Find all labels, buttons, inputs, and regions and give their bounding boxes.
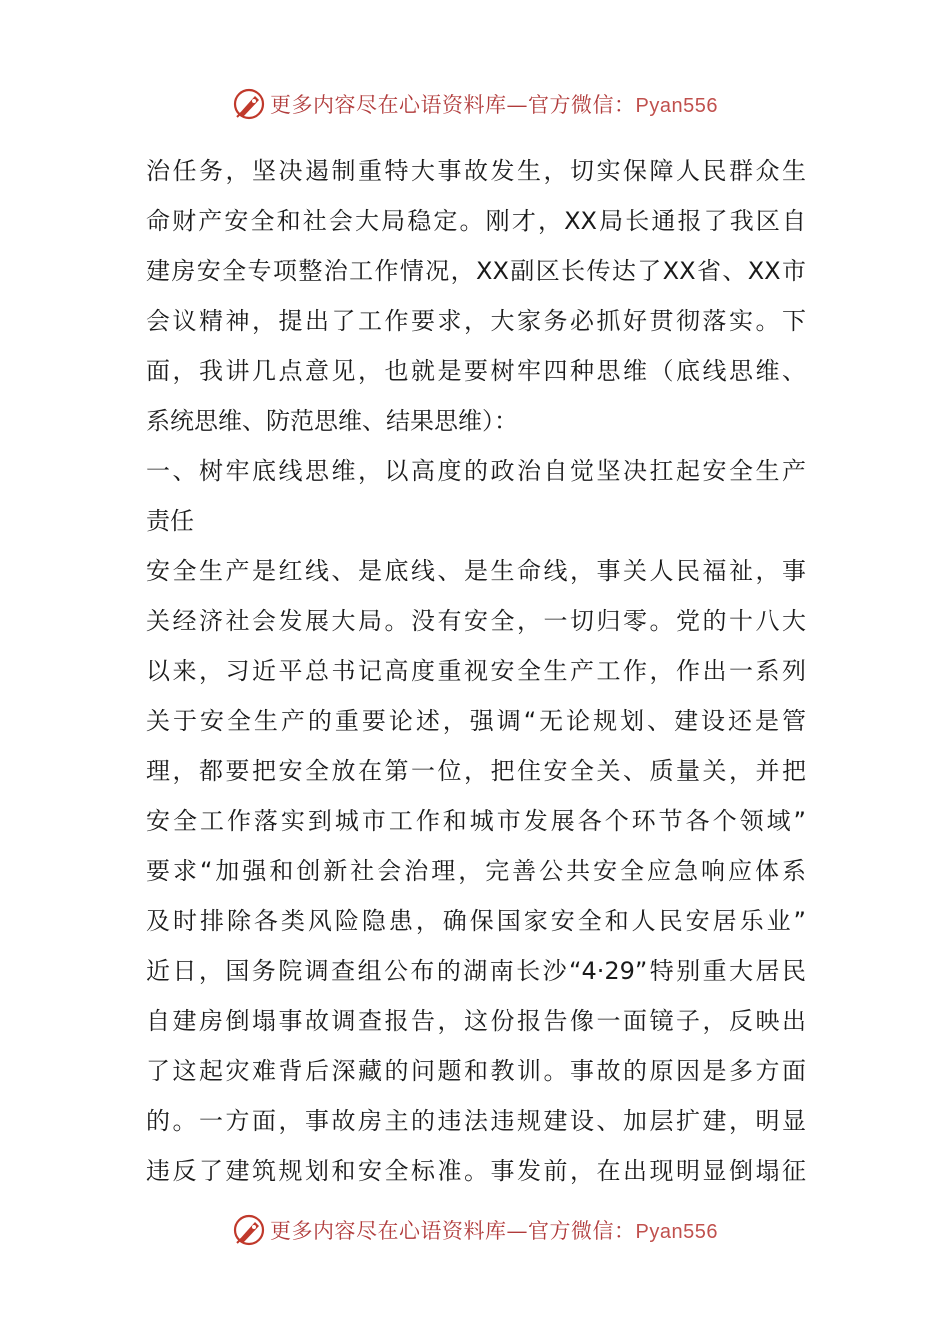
text-line: 理，都要把安全放在第一位，把住安全关、质量关，并把	[146, 757, 806, 785]
watermark-footer	[0, 1210, 950, 1250]
text-line: 自建房倒塌事故调查报告，这份报告像一面镜子，反映出	[146, 1007, 806, 1035]
watermark-site-text: 更多内容尽在心语资料库—官方微信：	[270, 1219, 636, 1243]
text-line: 会议精神，提出了工作要求，大家务必抓好贯彻落实。下	[146, 307, 806, 335]
text-line: 违反了建筑规划和安全标准。事发前，在出现明显倒塌征	[146, 1157, 806, 1185]
text-line: 一、树牢底线思维，以高度的政治自觉坚决扛起安全生产	[146, 457, 806, 485]
text-line: 命财产安全和社会大局稳定。刚才，XX局长通报了我区自	[146, 207, 806, 235]
text-line: 及时排除各类风险隐患，确保国家安全和人民安居乐业”	[146, 907, 806, 935]
text-line: 关于安全生产的重要论述，强调“无论规划、建设还是管	[146, 707, 806, 735]
text-line: 安全生产是红线、是底线、是生命线，事关人民福祉，事	[146, 557, 806, 585]
text-line: 的。一方面，事故房主的违法违规建设、加层扩建，明显	[146, 1107, 806, 1135]
text-line: 以来，习近平总书记高度重视安全生产工作，作出一系列	[146, 657, 806, 685]
text-line: 安全工作落实到城市工作和城市发展各个环节各个领域”	[146, 807, 806, 835]
text-line: 治任务，坚决遏制重特大事故发生，切实保障人民群众生	[146, 157, 806, 185]
watermark-text	[270, 89, 718, 119]
pen-logo-icon	[232, 87, 266, 121]
text-line: 面，我讲几点意见，也就是要树牢四种思维（底线思维、	[146, 357, 806, 385]
watermark-wechat-id: Pyan556	[635, 95, 718, 117]
text-line: 近日，国务院调查组公布的湖南长沙“4·29”特别重大居民	[146, 957, 806, 985]
text-line: 建房安全专项整治工作情况，XX副区长传达了XX省、XX市	[146, 257, 806, 285]
watermark-site-text: 更多内容尽在心语资料库—官方微信：	[270, 93, 636, 117]
watermark-header	[0, 84, 950, 124]
text-line: 责任	[146, 507, 194, 535]
pen-logo-icon	[232, 1213, 266, 1247]
text-line: 了这起灾难背后深藏的问题和教训。事故的原因是多方面	[146, 1057, 806, 1085]
text-line: 系统思维、防范思维、结果思维）：	[146, 407, 518, 435]
text-line: 要求“加强和创新社会治理，完善公共安全应急响应体系	[146, 857, 806, 885]
watermark-wechat-id: Pyan556	[635, 1221, 718, 1243]
watermark-text	[270, 1215, 718, 1245]
text-line: 关经济社会发展大局。没有安全，一切归零。党的十八大	[146, 607, 806, 635]
document-body	[146, 146, 806, 1196]
